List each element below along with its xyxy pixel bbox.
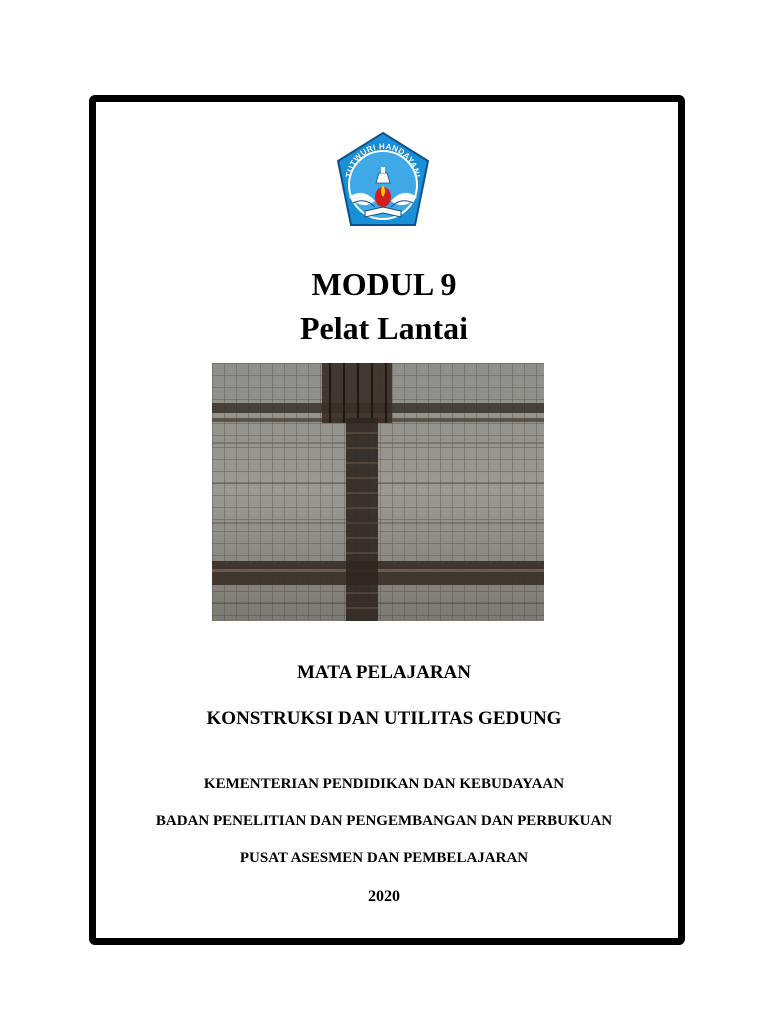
tut-wuri-handayani-logo [335, 131, 431, 231]
rebar-slab-photo [212, 363, 544, 621]
module-title: Pelat Lantai [300, 310, 468, 346]
subject-heading: MATA PELAJARAN [297, 662, 471, 683]
center-name: PUSAT ASESMEN DAN PEMBELAJARAN [239, 850, 529, 866]
subject-name: KONSTRUKSI DAN UTILITAS GEDUNG [206, 708, 562, 729]
svg-text:TUTWURI HANDAYANI: TUTWURI HANDAYANI [344, 141, 422, 179]
publication-year: 2020 [368, 888, 400, 905]
ministry-name: KEMENTERIAN PENDIDIKAN DAN KEBUDAYAAN [203, 776, 565, 792]
agency-name: BADAN PENELITIAN DAN PENGEMBANGAN DAN PERBUKUAN [155, 813, 613, 829]
module-number: MODUL 9 [311, 266, 457, 302]
